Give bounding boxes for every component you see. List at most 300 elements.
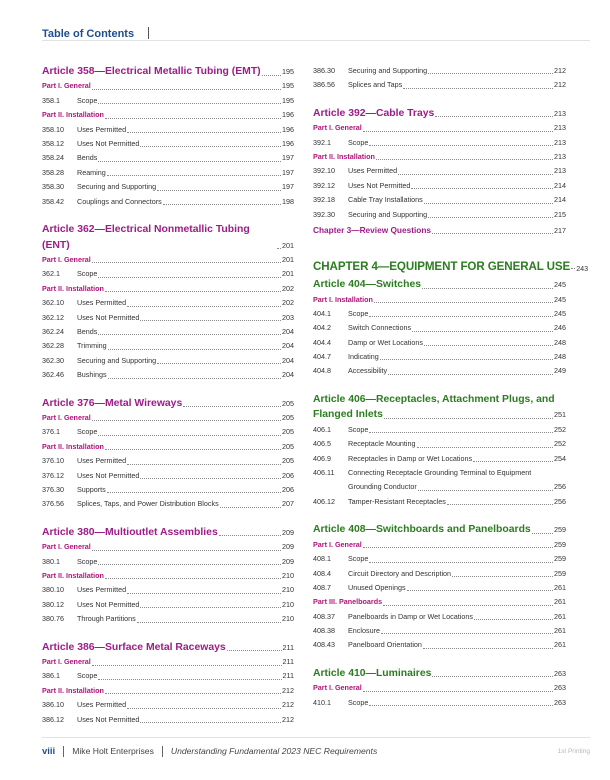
toc-section-entry[interactable] [313,164,566,178]
dot-leader [98,679,281,680]
section-number: 358.10 [42,124,64,134]
article-heading[interactable] [42,64,294,80]
toc-section-entry[interactable] [42,713,294,727]
section-number: 358.12 [42,139,64,149]
section-title: Securing and Supporting [77,355,157,365]
toc-article [313,277,566,379]
toc-part-entry[interactable] [313,681,566,695]
section-title: Tamper-Resistant Receptacles [348,496,446,506]
dot-leader [137,622,281,623]
section-number: 406.5 [313,439,331,449]
section-number: 358.1 [42,95,60,105]
section-number: 386.12 [42,714,64,724]
section-title: Uses Not Permitted [77,139,140,149]
page-number: 252 [554,439,566,449]
article-heading[interactable] [313,392,566,423]
dot-leader [262,75,281,76]
toc-section-entry[interactable] [313,64,566,78]
page-number: viii [42,745,56,757]
section-title: Uses Not Permitted [77,312,140,322]
toc-part-entry[interactable] [42,411,294,425]
page-number: 261 [554,611,566,621]
part-label: Part III. Panelboards [313,597,383,607]
section-number: 362.10 [42,298,64,308]
page-number: 259 [554,525,566,535]
section-title: Bushings [77,370,107,380]
section-number: 358.24 [42,153,64,163]
toc-section-entry[interactable] [313,624,566,638]
page-number: 211 [282,642,294,652]
section-title: Supports [77,484,106,494]
dot-leader [369,145,553,146]
section-title-line1: Connecting Receptacle Grounding Terminal to Equipment [348,468,532,478]
dot-leader [384,418,553,419]
toc-section-entry[interactable] [313,552,566,566]
dot-leader [369,316,553,317]
section-number: 376.12 [42,470,64,480]
section-title: Securing and Supporting [77,182,157,192]
section-title: Switch Connections [348,323,412,333]
page-number: 197 [282,167,294,177]
toc-part-entry[interactable] [42,684,294,698]
dot-leader [92,262,281,263]
toc-part-entry[interactable] [42,569,294,583]
page-number: 195 [282,81,294,91]
toc-section-entry[interactable] [313,437,566,451]
article-heading[interactable] [313,277,566,293]
page-number: 212 [554,80,566,90]
article-title: Article 386—Surface Metal Raceways [42,641,226,653]
section-title: Scope [77,427,98,437]
section-title: Uses Permitted [77,585,127,595]
toc-part-entry[interactable] [42,282,294,296]
toc-section-entry[interactable] [42,267,294,281]
section-number: 362.1 [42,269,60,279]
toc-section-entry[interactable] [313,364,566,378]
page-number: 263 [554,697,566,707]
toc-article [42,64,294,209]
section-number: 404.8 [313,366,331,376]
section-number: 358.30 [42,182,64,192]
article-title-line1: Article 406—Receptacles, Attachment Plugs, and [313,393,555,405]
toc-section-entry[interactable] [42,123,294,137]
page-number: 201 [282,269,294,279]
dot-leader [369,705,553,706]
section-number: 376.30 [42,484,64,494]
article-heading[interactable] [42,222,294,253]
page-number: 212 [282,714,294,724]
toc-part-entry[interactable] [42,655,294,669]
section-number: 408.1 [313,554,331,564]
section-number: 386.10 [42,700,64,710]
toc-section-entry[interactable] [42,670,294,684]
toc-section-entry[interactable] [42,368,294,382]
section-number: 380.10 [42,585,64,595]
dot-leader [403,88,553,89]
toc-article [313,666,566,710]
dot-leader [423,648,553,649]
section-title: Scope [77,269,98,279]
toc-part-entry[interactable] [42,540,294,554]
page-number: 201 [282,240,294,250]
page-number: 212 [282,685,294,695]
toc-part-entry[interactable] [42,108,294,122]
page-number: 205 [282,427,294,437]
dot-leader [424,203,553,204]
section-title: Panelboard Orientation [348,640,422,650]
page-number: 263 [554,668,566,678]
part-label: Part II. Installation [313,152,375,162]
section-title: Scope [77,556,98,566]
dot-leader [127,464,281,465]
toc-part-entry[interactable] [313,595,566,609]
toc-section-entry[interactable] [42,151,294,165]
section-title: Scope [348,554,369,564]
page-number: 195 [282,67,294,76]
dot-leader [140,722,281,723]
section-title: Scope [348,137,369,147]
article-title: Article 392—Cable Trays [313,107,435,119]
section-number: 392.1 [313,137,331,147]
toc-section-entry[interactable] [42,325,294,339]
toc-part-entry[interactable] [313,121,566,135]
toc-section-entry[interactable] [42,698,294,712]
page-number: 214 [554,195,566,205]
page-number: 210 [282,571,294,581]
page-number: 259 [554,554,566,564]
page-number: 201 [282,255,294,264]
section-number: 406.12 [313,496,335,506]
page-number: 256 [554,496,566,506]
dot-leader [428,217,553,218]
page-number: 195 [282,95,294,105]
toc-article [313,106,566,222]
dot-leader [452,576,553,577]
article-title-line2: Flanged Inlets [313,409,383,421]
page-number: 209 [282,527,294,537]
section-title: Couplings and Connectors [77,196,162,206]
toc-left-column [42,64,294,727]
section-number: 408.7 [313,582,331,592]
section-title: Uses Not Permitted [77,714,140,724]
section-number: 380.1 [42,556,60,566]
toc-section-entry[interactable] [313,423,566,437]
page-number: 213 [554,108,566,118]
toc-section-entry[interactable] [313,350,566,364]
toc-section-entry[interactable] [313,179,566,193]
toc-section-entry[interactable] [42,469,294,483]
page-number: 205 [282,413,294,423]
part-label: Part I. General [313,123,362,133]
dot-leader [157,190,281,191]
page-number: 196 [282,139,294,149]
dot-leader [127,593,281,594]
dot-leader [220,507,281,508]
header-divider [148,27,149,39]
part-label: Part I. General [42,81,91,91]
section-number: 386.30 [313,65,335,75]
page-header [42,24,590,40]
toc-part-entry[interactable] [313,293,566,307]
page-number: 204 [282,326,294,336]
toc-section-entry[interactable] [313,336,566,350]
page-number: 214 [554,180,566,190]
dot-leader [98,334,281,335]
dot-leader [411,188,553,189]
page-number: 196 [282,110,294,120]
dot-leader [107,175,281,176]
toc-section-entry[interactable] [42,180,294,194]
dot-leader [105,578,281,579]
section-number: 392.10 [313,166,335,176]
toc-section-entry[interactable] [42,354,294,368]
page-number: 213 [554,166,566,176]
dot-leader [412,331,553,332]
toc-section-entry[interactable] [42,483,294,497]
dot-leader [108,378,281,379]
footer-divider [162,746,163,757]
section-number: 376.10 [42,456,64,466]
dot-leader [127,306,281,307]
section-title: Scope [348,697,369,707]
page-number: 259 [554,539,566,549]
toc-section-entry[interactable] [313,78,566,92]
dot-leader [107,492,281,493]
toc-section-entry[interactable] [42,555,294,569]
part-label: Part II. Installation [42,441,104,451]
toc-section-entry[interactable] [42,497,294,511]
page-number: 213 [554,152,566,162]
section-title: Bends [77,326,98,336]
page-number: 263 [554,683,566,693]
section-title: Enclosure [348,626,380,636]
toc-part-entry[interactable] [42,80,294,94]
toc-section-entry[interactable] [42,137,294,151]
section-title: Splices and Taps [348,80,403,90]
dot-leader [227,650,282,651]
section-number: 408.37 [313,611,335,621]
dot-leader [98,103,281,104]
toc-section-entry[interactable] [313,567,566,581]
dot-leader [363,131,553,132]
section-title: Securing and Supporting [348,65,428,75]
dot-leader [98,277,281,278]
dot-leader [432,233,553,234]
dot-leader [140,146,281,147]
section-number: 408.43 [313,640,335,650]
dot-leader [363,547,553,548]
table-of-contents-link[interactable]: Table of Contents [42,28,135,40]
page-number: 210 [282,614,294,624]
section-number: 380.12 [42,599,64,609]
part-label: Part I. Installation [313,294,373,304]
section-title: Damp or Wet Locations [348,337,423,347]
page-number: 209 [282,542,294,552]
section-number: 362.24 [42,326,64,336]
section-number: 358.28 [42,167,64,177]
page-number: 206 [282,470,294,480]
toc-section-entry[interactable] [42,454,294,468]
section-title: Scope [77,95,98,105]
page-number: 202 [282,283,294,293]
section-title: Through Partitions [77,614,136,624]
article-title: Article 408—Switchboards and Panelboards [313,524,531,536]
article-title: Article 358—Electrical Metallic Tubing (EMT) [42,66,261,77]
dot-leader [277,248,281,249]
toc-section-entry[interactable] [313,136,566,150]
section-title: Uses Permitted [77,124,127,134]
toc-section-entry[interactable] [42,612,294,626]
dot-leader [376,159,553,160]
toc-section-entry[interactable] [42,339,294,353]
section-number: 362.30 [42,355,64,365]
toc-section-entry[interactable] [42,296,294,310]
toc-section-entry[interactable] [42,425,294,439]
page-number: 197 [282,153,294,163]
page-number: 207 [282,499,294,509]
toc-section-entry[interactable] [313,193,566,207]
footer-divider [63,746,64,757]
toc-section-entry[interactable] [313,495,566,509]
page-number: 248 [554,337,566,347]
article-heading[interactable] [42,525,294,541]
section-title: Unused Openings [348,582,406,592]
dot-leader [369,562,553,563]
page-number: 245 [554,280,566,290]
dot-leader [383,605,553,606]
toc-article [42,525,294,627]
dot-leader [127,132,281,133]
article-title: Article 404—Switches [313,279,421,291]
dot-leader [432,676,553,677]
dot-leader [127,708,281,709]
section-title: Uses Permitted [77,456,127,466]
page-number: 205 [282,398,294,408]
dot-leader [92,550,281,551]
dot-leader [98,435,281,436]
chapter-heading[interactable] [313,260,589,274]
dot-leader [380,359,553,360]
section-number: 404.7 [313,352,331,362]
page-number: 212 [554,65,566,75]
section-title-line2-row [348,480,566,494]
page-number: 211 [282,657,294,667]
dot-leader [532,533,553,534]
section-number: 408.4 [313,568,331,578]
dot-leader [98,564,281,565]
toc-section-entry[interactable] [313,581,566,595]
section-number: 376.56 [42,499,64,509]
toc-section-entry[interactable] [42,311,294,325]
page-number: 206 [282,484,294,494]
section-number: 404.1 [313,308,331,318]
header-rule [42,40,590,41]
toc-section-entry[interactable] [42,94,294,108]
section-number: 408.38 [313,626,335,636]
dot-leader [92,89,281,90]
toc-article [42,396,294,512]
page-number: 196 [282,124,294,134]
page-number: 249 [554,366,566,376]
section-title: Indicating [348,352,379,362]
publisher-name: Mike Holt Enterprises [72,746,154,756]
toc-section-entry[interactable] [313,208,566,222]
section-title: Uses Not Permitted [77,470,140,480]
article-title: Article 380—Multioutlet Assemblies [42,526,218,538]
page-number: 204 [282,355,294,365]
toc-part-entry[interactable] [42,253,294,267]
toc-section-entry[interactable] [42,195,294,209]
page-number: 205 [282,441,294,451]
part-label: Part II. Installation [42,110,104,120]
dot-leader [435,116,553,117]
article-heading[interactable] [313,666,566,682]
toc-section-entry[interactable] [42,166,294,180]
dot-leader [183,406,281,407]
chapter-review-questions-link[interactable] [313,223,566,238]
publication-title: Understanding Fundamental 2023 NEC Requirements [170,746,378,756]
page-number: 213 [554,137,566,147]
section-number: 404.2 [313,323,331,333]
dot-leader [418,490,553,491]
dot-leader [428,73,553,74]
page-number: 205 [282,456,294,466]
section-title: Cable Tray Installations [348,195,423,205]
toc-section-entry[interactable] [313,466,566,495]
toc-part-entry[interactable] [313,150,566,164]
page-number: 211 [282,671,294,681]
toc-part-entry[interactable] [313,538,566,552]
toc-section-entry[interactable] [313,452,566,466]
dot-leader [571,268,575,269]
part-label: Part I. General [42,413,91,423]
section-title: Scope [77,671,98,681]
toc-section-entry[interactable] [42,583,294,597]
toc-section-entry[interactable] [313,307,566,321]
section-title: Reaming [77,167,106,177]
dot-leader [363,691,553,692]
toc-section-entry[interactable] [42,598,294,612]
page-number: 245 [554,294,566,304]
section-title: Panelboards in Damp or Wet Locations [348,611,473,621]
toc-section-entry[interactable] [313,696,566,710]
section-number: 392.30 [313,209,335,219]
article-heading[interactable] [313,106,566,122]
article-heading[interactable] [313,522,566,538]
page-number: 213 [554,123,566,133]
dot-leader [157,363,281,364]
article-heading[interactable] [42,396,294,412]
toc-part-entry[interactable] [42,440,294,454]
page-number: 256 [554,482,566,492]
printing-note: 1st Printing [557,747,590,755]
section-number: 406.11 [313,468,335,478]
dot-leader [219,535,281,536]
dot-leader [474,619,553,620]
section-title-line2: Grounding Conductor [348,482,417,492]
section-title: Trimming [77,341,107,351]
page-number: 261 [554,582,566,592]
toc-right-column [313,64,589,710]
section-number: 358.42 [42,196,64,206]
page-number: 197 [282,182,294,192]
toc-section-entry[interactable] [313,610,566,624]
toc-section-entry[interactable] [313,638,566,652]
toc-section-entry[interactable] [313,321,566,335]
section-number: 406.1 [313,424,331,434]
article-heading[interactable] [42,640,294,656]
dot-leader [447,504,553,505]
